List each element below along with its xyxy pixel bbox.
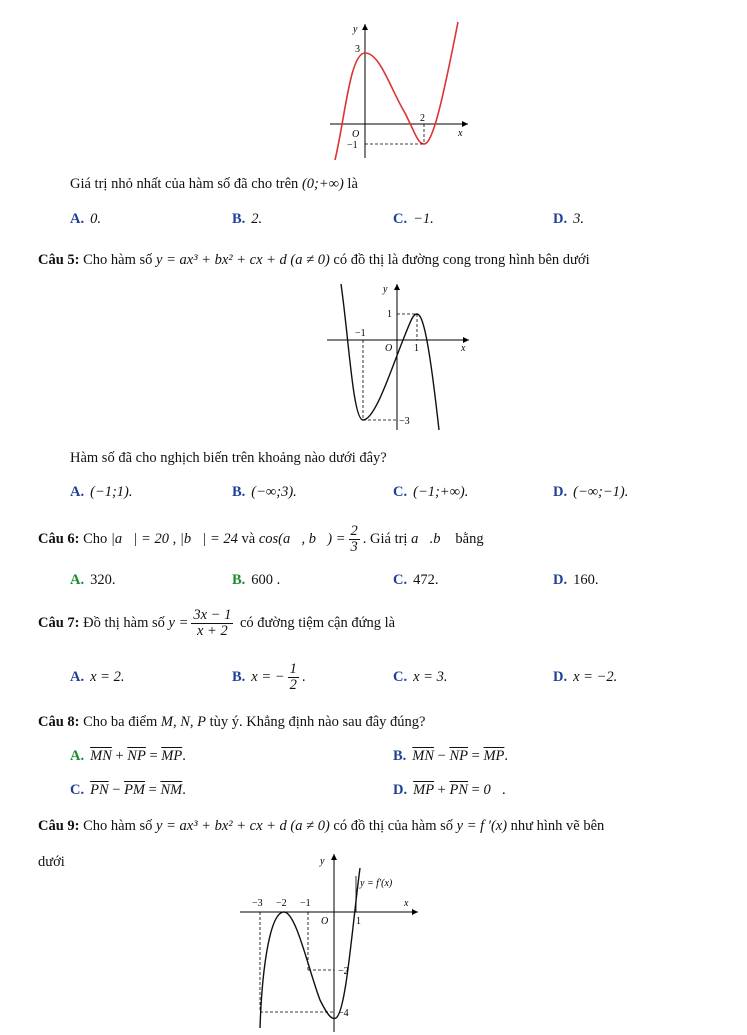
q7-option-b[interactable]: B. x = − $\frac{1}{2}$ . bbox=[232, 661, 306, 693]
q8-stem: Câu 8: Cho ba điểm M, N, P tùy ý. Khẳng định nào sau đây đúng? bbox=[38, 714, 426, 730]
q7-option-c[interactable]: C. x = 3. bbox=[393, 669, 448, 685]
q5-option-b[interactable]: B. (−∞;3). bbox=[232, 484, 297, 500]
q5-stem: Câu 5: Cho hàm số y = ax³ + bx² + cx + d (a ≠ 0) có đồ thị là đường cong trong hình bên dưới bbox=[38, 252, 590, 268]
q6-option-a[interactable]: A. 320. bbox=[70, 572, 116, 588]
graph-3-tick-y-minus-4: −4 bbox=[338, 1008, 349, 1019]
q4-option-d[interactable]: D. 3. bbox=[553, 211, 584, 227]
graph-1-tick-3: 3 bbox=[355, 44, 360, 55]
q4-option-a[interactable]: A. 0. bbox=[70, 211, 101, 227]
graph-3-x-label: x bbox=[404, 898, 409, 909]
graph-3-curve-label: y = f′(x) bbox=[360, 878, 393, 889]
graph-2-tick-y-1: 1 bbox=[387, 309, 392, 320]
graph-3-origin: O bbox=[321, 916, 329, 927]
graph-2-y-label: y bbox=[383, 284, 388, 295]
q7-stem: Câu 7: Đồ thị hàm số y = $\frac{3x - 1}{x + 2}$ có đường tiệm cận đứng là bbox=[38, 607, 396, 639]
q9-stem: Câu 9: Cho hàm số y = ax³ + bx² + cx + d (a ≠ 0) có đồ thị của hàm số y = f ′(x) như hình vẽ bên bbox=[38, 818, 605, 834]
q5-option-a[interactable]: A. (−1;1). bbox=[70, 484, 133, 500]
graph-3-tick-minus-3: −3 bbox=[252, 898, 263, 909]
graph-1-y-label: y bbox=[353, 24, 358, 35]
graph-1-tick-minus-1: −1 bbox=[347, 140, 358, 151]
graph-3-tick-y-minus-2: −2 bbox=[338, 966, 349, 977]
q7-fraction: $\frac{3x - 1}{x + 2}$ bbox=[193, 607, 232, 639]
graph-3-tick-minus-1: −1 bbox=[300, 898, 311, 909]
q8-option-b[interactable]: B. $\overline{MN} - \overline{NP} = \overline{MP}$. bbox=[393, 748, 509, 764]
q5-option-c[interactable]: C. (−1;+∞). bbox=[393, 484, 469, 500]
q8-option-a[interactable]: A. $\overline{MN} + \overline{NP} = \overline{MP}$. bbox=[70, 748, 186, 764]
graph-3 bbox=[236, 848, 426, 1033]
q6-option-d[interactable]: D. 160. bbox=[553, 572, 599, 588]
graph-1-origin: O bbox=[352, 129, 360, 140]
q7-option-d[interactable]: D. x = −2. bbox=[553, 669, 618, 685]
q7-option-a[interactable]: A. x = 2. bbox=[70, 669, 125, 685]
graph-1 bbox=[325, 18, 475, 163]
q5-option-d[interactable]: D. (−∞;−1). bbox=[553, 484, 629, 500]
q9-stem-continued: dưới bbox=[38, 854, 65, 870]
q4-option-b[interactable]: B. 2. bbox=[232, 211, 263, 227]
q8-option-c[interactable]: C. $\overline{PN} - \overline{PM} = \overline{NM}$. bbox=[70, 782, 186, 798]
q4-prompt: Giá trị nhỏ nhất của hàm số đã cho trên (0;+∞) là bbox=[70, 176, 358, 192]
q6-fraction: $\frac{2}{3}$ bbox=[350, 523, 358, 555]
graph-2-tick-x-minus-1: −1 bbox=[355, 328, 366, 339]
graph-2 bbox=[323, 280, 473, 435]
graph-3-tick-minus-2: −2 bbox=[276, 898, 287, 909]
q6-stem: Câu 6: Cho |a⃗| = 20 , |b⃗| = 24 và cos(a⃗, b⃗) = $\frac{2}{3}$ . Giá trị a⃗.b⃗ bằng bbox=[38, 523, 484, 555]
q7-option-b-fraction: $\frac{1}{2}$ bbox=[289, 661, 297, 693]
graph-2-tick-y-minus-3: −3 bbox=[399, 416, 410, 427]
q5-question: Hàm số đã cho nghịch biến trên khoảng nào dưới đây? bbox=[70, 450, 387, 466]
graph-2-tick-x-1: 1 bbox=[414, 343, 419, 354]
graph-2-origin: O bbox=[385, 343, 393, 354]
graph-1-x-label: x bbox=[458, 128, 463, 139]
graph-3-tick-1: 1 bbox=[356, 916, 361, 927]
graph-3-y-label: y bbox=[320, 856, 325, 867]
graph-2-x-label: x bbox=[461, 343, 466, 354]
q6-option-c[interactable]: C. 472. bbox=[393, 572, 439, 588]
graph-1-tick-2: 2 bbox=[420, 113, 425, 124]
q8-option-d[interactable]: D. $\overline{MP} + \overline{PN}$ = 0⃗. bbox=[393, 782, 506, 798]
q4-option-c[interactable]: C. −1. bbox=[393, 211, 434, 227]
q6-option-b[interactable]: B. 600 . bbox=[232, 572, 281, 588]
